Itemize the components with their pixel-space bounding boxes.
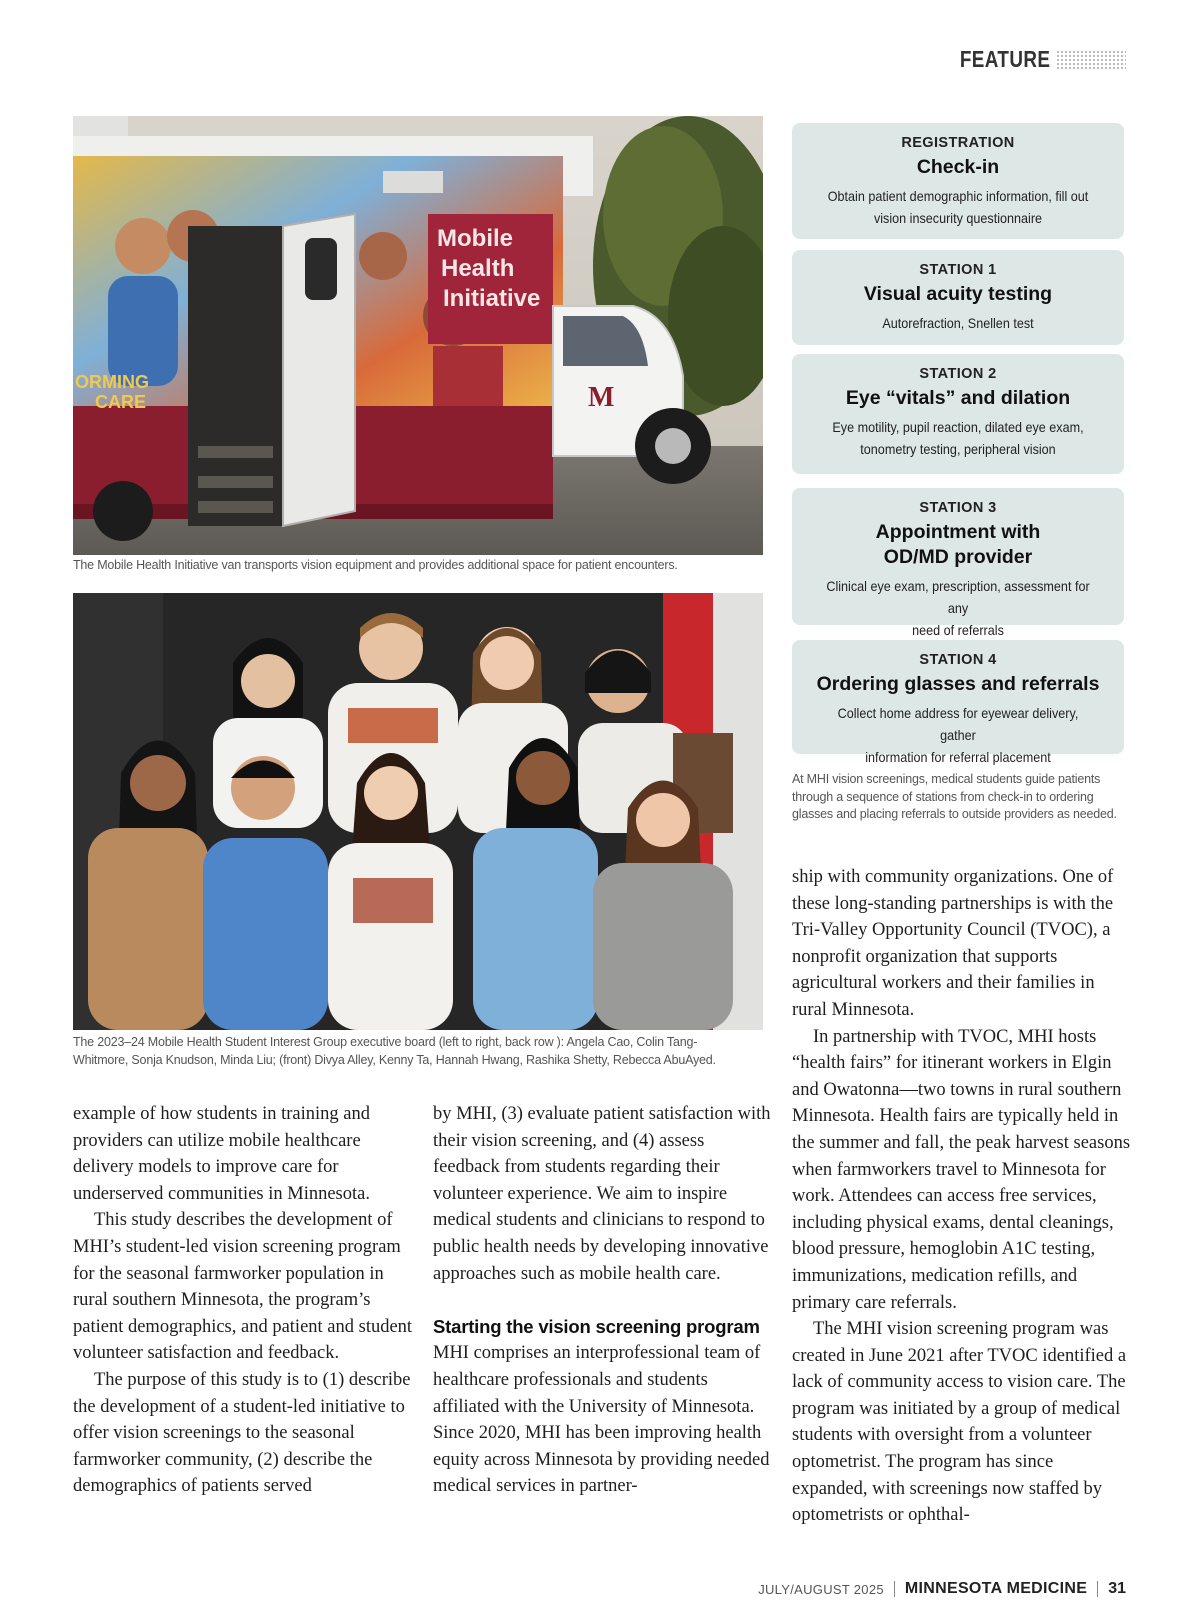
station-description-line: need of referrals [912, 622, 1004, 638]
paragraph: The purpose of this study is to (1) describe the development of a student-led initiative to offer vision screenings to the seasonal farmworker community, (2) describe the demographics of patients served [73, 1369, 411, 1497]
paragraph: example of how students in training and providers can utilize mobile healthcare delivery models to improve care for underserved communities in Minnesota. [73, 1104, 370, 1204]
station-label: STATION 3 [919, 500, 997, 516]
station-description-line: vision insecurity questionnaire [873, 210, 1043, 226]
paragraph: by MHI, (3) evaluate patient satisfaction with their vision screening, and (4) assess feedback from students regarding their volunteer experience. We aim to inspire medical students and clinicians to respond to public health needs by developing innovative approaches such as mobile health care. [433, 1104, 771, 1284]
van-mural-text-2: CARE [95, 392, 147, 412]
group-caption-line-1: The 2023–24 Mobile Health Student Interest Group executive board (left to right, back row ): Angela Cao, Colin Tang- [73, 1035, 698, 1049]
page-footer [758, 1580, 1126, 1598]
paragraph: This study describes the development of MHI’s student-led vision screening program for the seasonal farmworker population in rural southern Minnesota, the program’s patient demographics, and patient and student volunteer satisfaction and feedback. [73, 1210, 413, 1364]
footer-divider [1097, 1581, 1098, 1597]
station-title: Visual acuity testing [863, 283, 1053, 305]
body-column-2 [433, 1101, 773, 1500]
station-title [808, 520, 1108, 570]
station-description [823, 575, 1093, 641]
van-mural-text-1: ORMING [75, 372, 149, 392]
group-illustration [73, 593, 763, 1030]
station-4 [792, 640, 1124, 765]
station-1 [792, 250, 1124, 345]
section-subheading: Starting the vision screening program [433, 1315, 760, 1337]
station-label: STATION 2 [919, 366, 997, 382]
station-description-line: tonometry testing, peripheral vision [860, 441, 1056, 457]
body-column-3 [792, 864, 1132, 1529]
van-sign-line-3: Initiative [443, 285, 541, 312]
station-2 [792, 354, 1124, 474]
station-registration [792, 123, 1124, 239]
station-title: Ordering glasses and referrals [816, 673, 1100, 695]
station-description-line: Eye motility, pupil reaction, dilated eye exam, [832, 419, 1084, 435]
paragraph: ship with community organizations. One of these long-standing partnerships is with the Tri-Valley Opportunity Council (TVOC), a nonprofit organization that supports agricultural workers and their families in rural Minnesota. [792, 867, 1114, 1020]
footer-divider [894, 1581, 895, 1597]
university-logo-icon: M [588, 382, 615, 413]
van-photo [73, 116, 763, 555]
station-description-line: Collect home address for eyewear delivery, gather [837, 705, 1079, 743]
group-photo [73, 593, 763, 1030]
station-title-line: Appointment with [875, 521, 1041, 543]
van-sign-line-2: Health [441, 255, 515, 282]
van-sign-line-1: Mobile [437, 225, 513, 252]
section-label: FEATURE [959, 46, 1050, 72]
stations-caption: At MHI vision screenings, medical students guide patients through a sequence of stations from check-in to ordering glasses and placing referrals to outside providers as needed. [792, 772, 1117, 821]
paragraph: MHI comprises an interprofessional team of healthcare professionals and students affiliated with the University of Minnesota. Since 2020, MHI has been improving health equity across Minnesota by providing needed medical services in partner- [433, 1343, 770, 1497]
station-description [823, 702, 1093, 768]
station-description [823, 185, 1093, 229]
station-description-line: Obtain patient demographic information, fill out [827, 188, 1089, 204]
station-label: STATION 4 [919, 652, 997, 668]
van-illustration [73, 116, 763, 555]
magazine-name: MINNESOTA MEDICINE [904, 1580, 1088, 1597]
station-title: Eye “vitals” and dilation [845, 387, 1071, 409]
station-description-line: information for referral placement [865, 749, 1051, 765]
station-description [823, 416, 1093, 460]
group-photo-caption [73, 1033, 773, 1069]
station-3 [792, 488, 1124, 638]
paragraph: In partnership with TVOC, MHI hosts “health fairs” for itinerant workers in Elgin and Owatonna—two towns in rural southern Minnesota. Health fairs are typically held in the summer and fall, the peak harvest seasons when farmworkers travel to Minnesota for work. Attendees can access free services, including physical exams, dental cleanings, blood pressure, hemoglobin A1C testing, immunizations, medication refills, and primary care referrals. [792, 1026, 1131, 1313]
station-description-line: Autorefraction, Snellen test [882, 315, 1034, 331]
group-caption-line-2: Whitmore, Sonja Knudson, Minda Liu; (front) Divya Alley, Kenny Ta, Hannah Hwang, Rashika Shetty, Rebecca AbuAyed. [73, 1053, 716, 1067]
station-label: STATION 1 [919, 262, 997, 278]
paragraph: The MHI vision screening program was created in June 2021 after TVOC identified a lack of community access to vision care. The program was initiated by a group of medical students with oversight from a volunteer optometrist. The program has since expanded, with screenings now staffed by optometrists or ophthal- [792, 1319, 1127, 1526]
page-number: 31 [1108, 1580, 1126, 1597]
station-description-line: Clinical eye exam, prescription, assessment for any [826, 578, 1090, 616]
station-title: Check-in [916, 156, 1000, 178]
issue-date: JULY/AUGUST 2025 [758, 1581, 884, 1597]
van-photo-caption: The Mobile Health Initiative van transports vision equipment and provides additional space for patient encounters. [73, 558, 678, 572]
station-description [823, 312, 1093, 334]
station-label: REGISTRATION [901, 135, 1015, 151]
section-header [940, 46, 1126, 73]
station-title-line: OD/MD provider [883, 546, 1033, 568]
body-column-1 [73, 1101, 413, 1500]
header-dot-pattern [1056, 50, 1126, 70]
